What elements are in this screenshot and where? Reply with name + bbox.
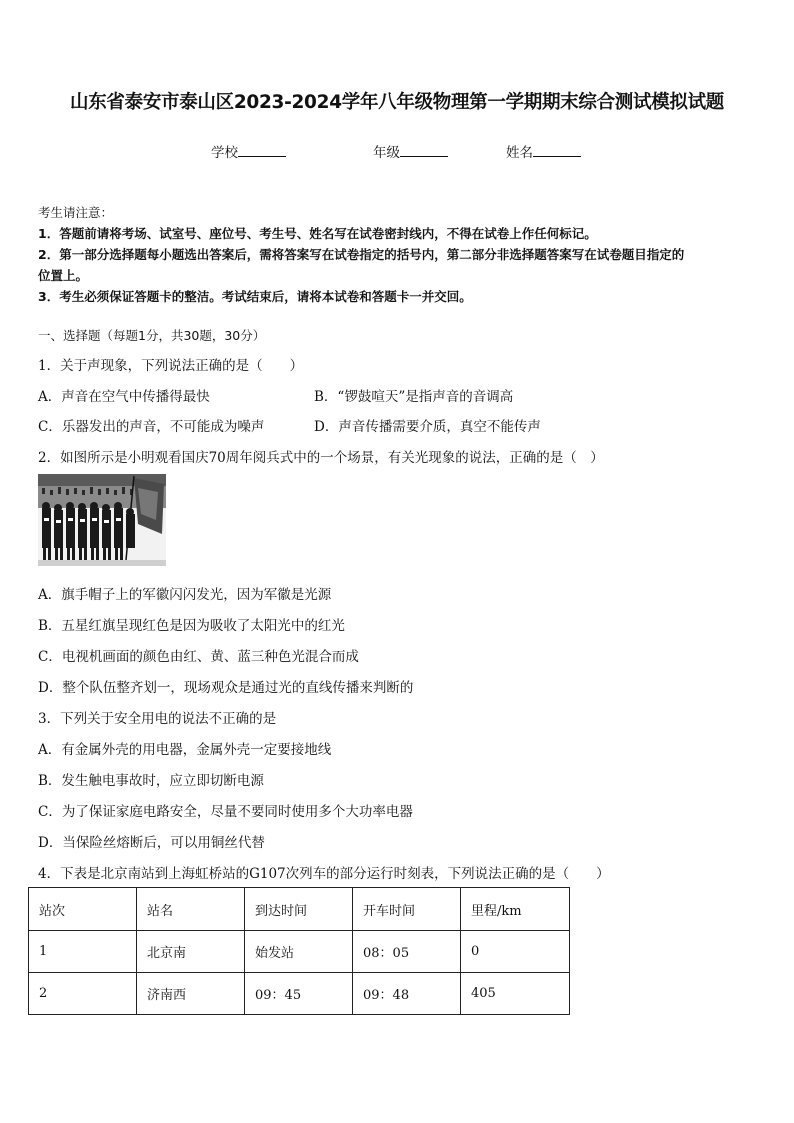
table-row [29, 931, 570, 973]
question-3-option-d: D．当保险丝熔断后，可以用铜丝代替 [38, 835, 265, 851]
table-cell: 405 [461, 973, 570, 1015]
notice-item: 1．答题前请将考场、试室号、座位号、考生号、姓名写在试卷密封线内，不得在试卷上作任何标记。 [38, 226, 597, 241]
parade-photo [38, 474, 166, 566]
name-label: 姓名 [506, 145, 533, 161]
table-cell: 济南西 [137, 973, 245, 1015]
page-title: 山东省泰安市泰山区2023-2024学年八年级物理第一学期期末综合测试模拟试题 [70, 92, 724, 113]
school-field [211, 141, 286, 161]
notice-item: 3．考生必须保证答题卡的整洁。考试结束后，请将本试卷和答题卡一并交回。 [38, 289, 472, 304]
name-field [506, 141, 581, 161]
question-3-option-a: A．有金属外壳的用电器，金属外壳一定要接地线 [38, 742, 332, 758]
table-cell: 09：45 [245, 973, 353, 1015]
question-3-stem: 3．下列关于安全用电的说法不正确的是 [38, 711, 277, 727]
table-header-cell: 站次 [29, 888, 137, 931]
table-header-cell: 开车时间 [353, 888, 461, 931]
table-cell: 2 [29, 973, 137, 1015]
question-3-option-c: C．为了保证家庭电路安全，尽量不要同时使用多个大功率电器 [38, 804, 413, 820]
grade-blank [400, 143, 448, 157]
table-header-cell: 里程/km [461, 888, 570, 931]
table-header-cell: 到达时间 [245, 888, 353, 931]
school-label: 学校 [211, 145, 238, 161]
train-timetable [28, 887, 570, 1015]
section-heading: 一、选择题（每题1分，共30题，30分） [38, 328, 266, 343]
notice-item: 2．第一部分选择题每小题选出答案后，需将答案写在试卷指定的括号内，第二部分非选择题答案写在试卷题目指定的 [38, 247, 685, 262]
question-2-stem: 2．如图所示是小明观看国庆70周年阅兵式中的一个场景，有关光现象的说法，正确的是（ ） [38, 450, 604, 466]
question-4-stem: 4．下表是北京南站到上海虹桥站的G107次列车的部分运行时刻表，下列说法正确的是（ ） [38, 866, 610, 882]
table-header-row [29, 888, 570, 931]
question-3-option-b: B．发生触电事故时，应立即切断电源 [38, 773, 264, 789]
question-2-option-c: C．电视机画面的颜色由红、黄、蓝三种色光混合而成 [38, 649, 359, 665]
question-1-option-d: D．声音传播需要介质，真空不能传声 [314, 419, 541, 435]
table-cell: 1 [29, 931, 137, 973]
table-cell: 始发站 [245, 931, 353, 973]
table-cell: 0 [461, 931, 570, 973]
table-row [29, 973, 570, 1015]
grade-label: 年级 [373, 145, 400, 161]
question-2-option-d: D．整个队伍整齐划一，现场观众是通过光的直线传播来判断的 [38, 680, 414, 696]
notice-lead: 考生请注意： [38, 205, 114, 220]
table-header-cell: 站名 [137, 888, 245, 931]
question-1-stem: 1．关于声现象，下列说法正确的是（ ） [38, 358, 304, 374]
notice-item: 位置上。 [38, 268, 89, 283]
question-2-option-b: B．五星红旗呈现红色是因为吸收了太阳光中的红光 [38, 618, 345, 634]
table-cell: 09：48 [353, 973, 461, 1015]
question-2-option-a: A．旗手帽子上的军徽闪闪发光，因为军徽是光源 [38, 587, 332, 603]
student-info-row [0, 141, 794, 163]
school-blank [238, 143, 286, 157]
table-cell: 08：05 [353, 931, 461, 973]
table-cell: 北京南 [137, 931, 245, 973]
name-blank [533, 143, 581, 157]
grade-field [373, 141, 448, 161]
question-1-option-c: C．乐器发出的声音，不可能成为噪声 [38, 419, 265, 435]
exam-notice [38, 202, 758, 307]
question-1-option-a: A．声音在空气中传播得最快 [38, 389, 210, 405]
question-1-option-b: B．“锣鼓喧天”是指声音的音调高 [314, 389, 514, 405]
